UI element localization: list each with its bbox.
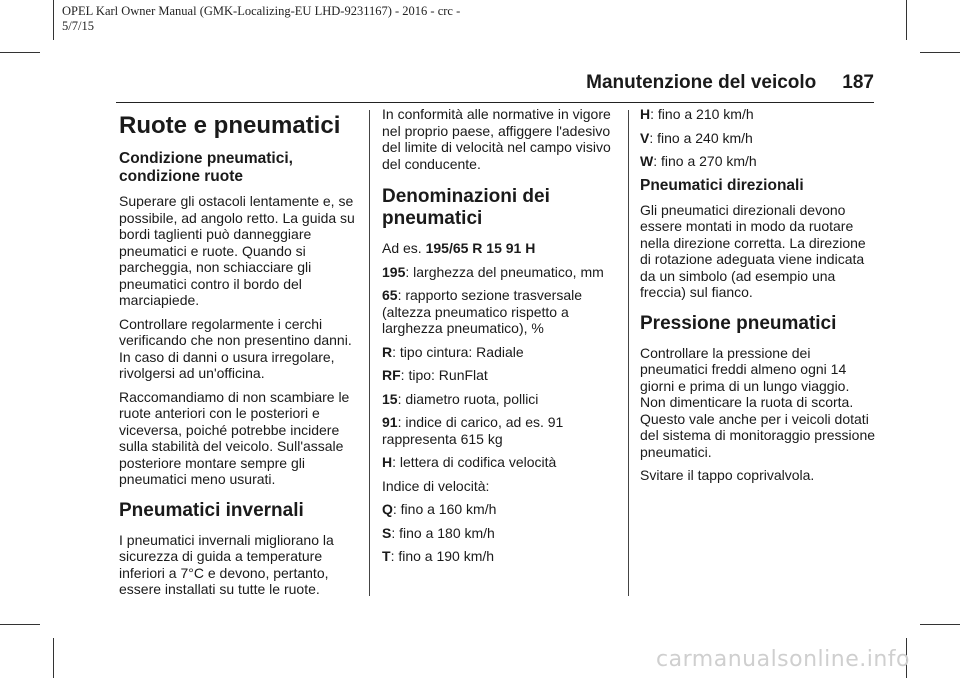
- crop-mark-top-right: [906, 0, 907, 40]
- column-2: [382, 106, 618, 572]
- speed-key: H: [640, 106, 651, 122]
- crop-mark-right-bottom: [920, 624, 960, 625]
- paragraph: I pneumatici invernali migliorano la sicurezza di guida a temperature inferiori a 7°C e devono, pertanto, essere installati su tutte le ruote.: [119, 531, 334, 597]
- definition-text: : tipo: RunFlat: [400, 367, 488, 383]
- print-header-line-1: OPEL Karl Owner Manual (GMK-Localizing-EU LHD-9231167) - 2016 - crc -: [62, 4, 461, 18]
- heading-pneumatici-invernali: Pneumatici invernali: [119, 499, 304, 521]
- speed-item: [382, 501, 618, 518]
- speed-text: : fino a 180 km/h: [391, 524, 495, 541]
- speed-item: [640, 130, 876, 147]
- speed-item: [640, 106, 876, 123]
- speed-text: : fino a 160 km/h: [392, 501, 497, 517]
- paragraph: Gli pneumatici direzionali devono essere montati in modo da ruotare nella direzione corretta. La direzione di rotazione adeguata viene indicata da un simbolo (ad esempio una freccia) sul fianco.: [640, 201, 866, 300]
- column-divider-1: [369, 110, 370, 596]
- page-number: 187: [842, 72, 874, 93]
- speed-text: : fino a 190 km/h: [390, 548, 495, 564]
- running-head: [586, 72, 874, 94]
- speed-key: Q: [382, 501, 393, 517]
- speed-text: : fino a 270 km/h: [653, 153, 757, 169]
- definition-text: : diametro ruota, pollici: [397, 390, 539, 407]
- speed-item: [640, 153, 876, 170]
- definition-item: [382, 414, 618, 447]
- definition-key: 65: [382, 287, 398, 303]
- definition-key: H: [382, 454, 393, 470]
- heading-denominazioni-pneumatici: Denominazioni dei pneumatici: [382, 186, 550, 229]
- definition-item: [382, 367, 618, 384]
- definition-key: 195: [382, 263, 406, 280]
- speed-key: W: [640, 153, 654, 169]
- definition-key: 15: [382, 390, 398, 407]
- definition-key: RF: [382, 367, 401, 383]
- speed-item: [382, 525, 618, 542]
- example-label: Ad es.: [382, 240, 426, 256]
- column-3: [640, 106, 876, 491]
- crop-mark-left-bottom: [0, 624, 40, 625]
- crop-mark-right-top: [920, 52, 960, 53]
- definition-item: [382, 454, 618, 471]
- speed-index-label: Indice di velocità:: [382, 477, 490, 494]
- crop-mark-top-left: [53, 0, 54, 40]
- definition-text: : indice di carico, ad es. 91 rappresenta 615 kg: [382, 414, 564, 447]
- speed-key: S: [382, 524, 392, 541]
- paragraph: In conformità alle normative in vigore nel proprio paese, affiggere l'adesivo del limite di velocità nel campo visivo del conducente.: [382, 106, 611, 172]
- crop-mark-bottom-left: [53, 638, 54, 678]
- heading-ruote-e-pneumatici: Ruote e pneumatici: [119, 112, 341, 139]
- definition-item: [382, 264, 618, 281]
- definition-text: : tipo cintura: Radiale: [392, 343, 524, 360]
- definition-text: : lettera di codifica velocità: [392, 454, 557, 470]
- paragraph: Controllare regolarmente i cerchi verificando che non presentino danni. In caso di danni o usura irregolare, rivolgersi ad un'officina.: [119, 315, 352, 381]
- header-rule: [116, 102, 874, 103]
- paragraph: Controllare la pressione dei pneumatici freddi almeno ogni 14 giorni e prima di un lungo viaggio. Non dimenticare la ruota di scorta. Questo vale anche per i veicoli dotati del sistema di monitoraggio pressione pneumatici.: [640, 344, 876, 460]
- column-divider-2: [628, 110, 629, 596]
- heading-condizione-pneumatici: Condizione pneumatici, condizione ruote: [119, 150, 293, 185]
- watermark: carmanualsonline.info: [656, 647, 910, 672]
- definition-text: : rapporto sezione trasversale (altezza pneumatico rispetto a larghezza pneumatico), %: [382, 287, 583, 336]
- speed-text: : fino a 240 km/h: [649, 129, 753, 146]
- speed-key: T: [382, 548, 391, 564]
- definition-text: : larghezza del pneumatico, mm: [405, 263, 604, 280]
- print-header-line-2: 5/7/15: [62, 19, 94, 33]
- paragraph: Superare gli ostacoli lentamente e, se possibile, ad angolo retto. La guida su bordi taglienti può danneggiare pneumatici e ruote. Quando si parcheggia, non schiacciare gli pneumatici contro il bordo del marciapiede.: [119, 193, 355, 308]
- speed-text: : fino a 210 km/h: [650, 106, 754, 122]
- speed-item: [382, 548, 618, 565]
- heading-pneumatici-direzionali: Pneumatici direzionali: [640, 176, 804, 194]
- definition-key: R: [382, 343, 393, 360]
- paragraph: Svitare il tappo coprivalvola.: [640, 467, 815, 483]
- tire-code-example: [382, 240, 618, 257]
- speed-key: V: [640, 129, 650, 146]
- definition-item: [382, 287, 618, 337]
- heading-pressione-pneumatici: Pressione pneumatici: [640, 312, 837, 334]
- definition-item: [382, 391, 618, 408]
- definition-item: [382, 344, 618, 361]
- crop-mark-left-top: [0, 52, 40, 53]
- paragraph: Raccomandiamo di non scambiare le ruote anteriori con le posteriori e viceversa, poiché potrebbe incidere sulla stabilità del veicolo. Sull'assale posteriore montare sempre gli pneumatici meno usurati.: [119, 388, 350, 487]
- section-title: Manutenzione del veicolo: [586, 72, 817, 93]
- definition-key: 91: [382, 414, 398, 430]
- example-code: 195/65 R 15 91 H: [425, 240, 536, 256]
- column-1: [119, 106, 359, 605]
- print-header: [62, 4, 460, 34]
